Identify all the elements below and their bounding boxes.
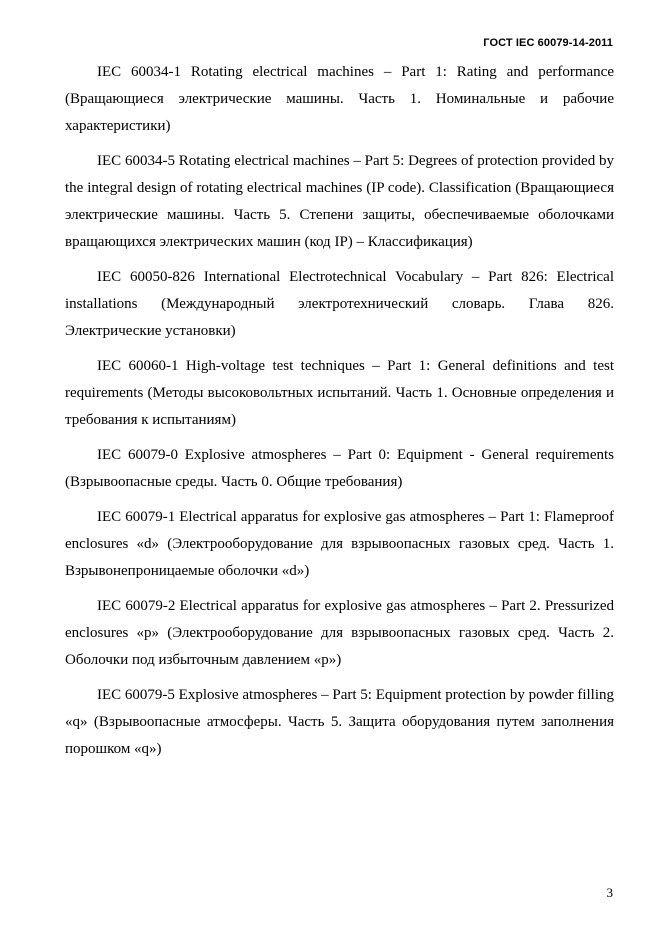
reference-item: IEC 60079-0 Explosive atmospheres – Part 0: Equipment - General requirements (Взрывоопасные среды. Часть 0. Общие требования)	[65, 447, 614, 490]
reference-item: IEC 60034-1 Rotating electrical machines – Part 1: Rating and performance (Вращающиеся электрические машины. Часть 1. Номинальные и рабочие характеристики)	[65, 64, 614, 134]
reference-item: IEC 60050-826 International Electrotechnical Vocabulary – Part 826: Electrical installations (Международный электротехнический словарь. Глава 826. Электрические установки)	[65, 269, 614, 339]
reference-item: IEC 60034-5 Rotating electrical machines – Part 5: Degrees of protection provided by the integral design of rotating electrical machines (IP code). Classification (Вращающиеся электрические машины. Часть 5. Степени защиты, обеспечиваемые оболочками вращающихся электрических машин (код IP) – Классификация)	[65, 153, 614, 250]
page-number: 3	[606, 885, 613, 900]
reference-item: IEC 60079-5 Explosive atmospheres – Part 5: Equipment protection by powder filling «q» (Взрывоопасные атмосферы. Часть 5. Защита оборудования путем заполнения порошком «q»)	[65, 687, 614, 757]
reference-item: IEC 60060-1 High-voltage test techniques – Part 1: General definitions and test requirements (Методы высоковольтных испытаний. Часть 1. Основные определения и требования к испытаниям)	[65, 358, 614, 428]
normative-references-list	[65, 59, 614, 771]
reference-item: IEC 60079-2 Electrical apparatus for explosive gas atmospheres – Part 2. Pressurized enclosures «р» (Электрооборудование для взрывоопасных газовых сред. Часть 2. Оболочки под избыточным давлением «р»)	[65, 598, 614, 668]
document-code-header: ГОСТ IEC 60079-14-2011	[483, 37, 613, 49]
reference-item: IEC 60079-1 Electrical apparatus for explosive gas atmospheres – Part 1: Flameproof enclosures «d» (Электрооборудование для взрывоопасных газовых сред. Часть 1. Взрывонепроницаемые оболочки «d»)	[65, 509, 614, 579]
